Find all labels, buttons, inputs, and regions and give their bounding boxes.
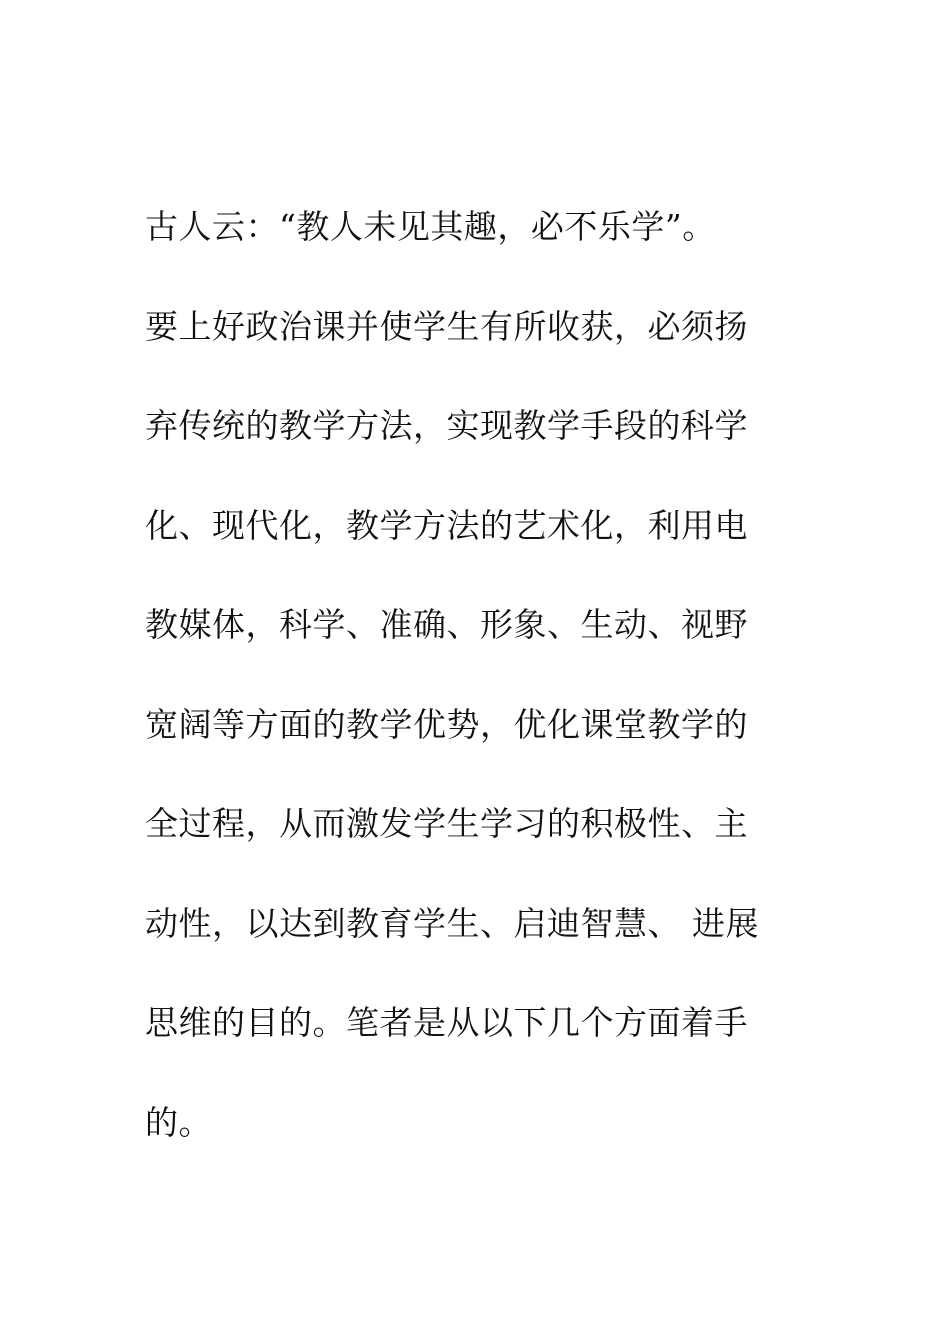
- text-line: 全过程，从而激发学生学习的积极性、主: [145, 804, 748, 843]
- text-line: 动性，以达到教育学生、启迪智慧、 进展: [145, 903, 759, 943]
- paragraph: [145, 200, 845, 1195]
- text-line: 古人云：“教人未见其趣，必不乐学”。: [145, 207, 716, 246]
- text-line: 思维的目的。笔者是从以下几个方面着手: [145, 1003, 748, 1042]
- text-line: 化、现代化，教学方法的艺术化，利用电: [145, 505, 748, 545]
- text-line: 教媒体，科学、准确、形象、生动、视野: [145, 605, 748, 644]
- text-line: 宽阔等方面的教学优势，优化课堂教学的: [145, 704, 748, 744]
- text-line: 弃传统的教学方法，实现教学手段的科学: [145, 406, 748, 445]
- text-line: 要上好政治课并使学生有所收获，必须扬: [145, 306, 748, 346]
- text-line: 的。: [145, 1102, 212, 1142]
